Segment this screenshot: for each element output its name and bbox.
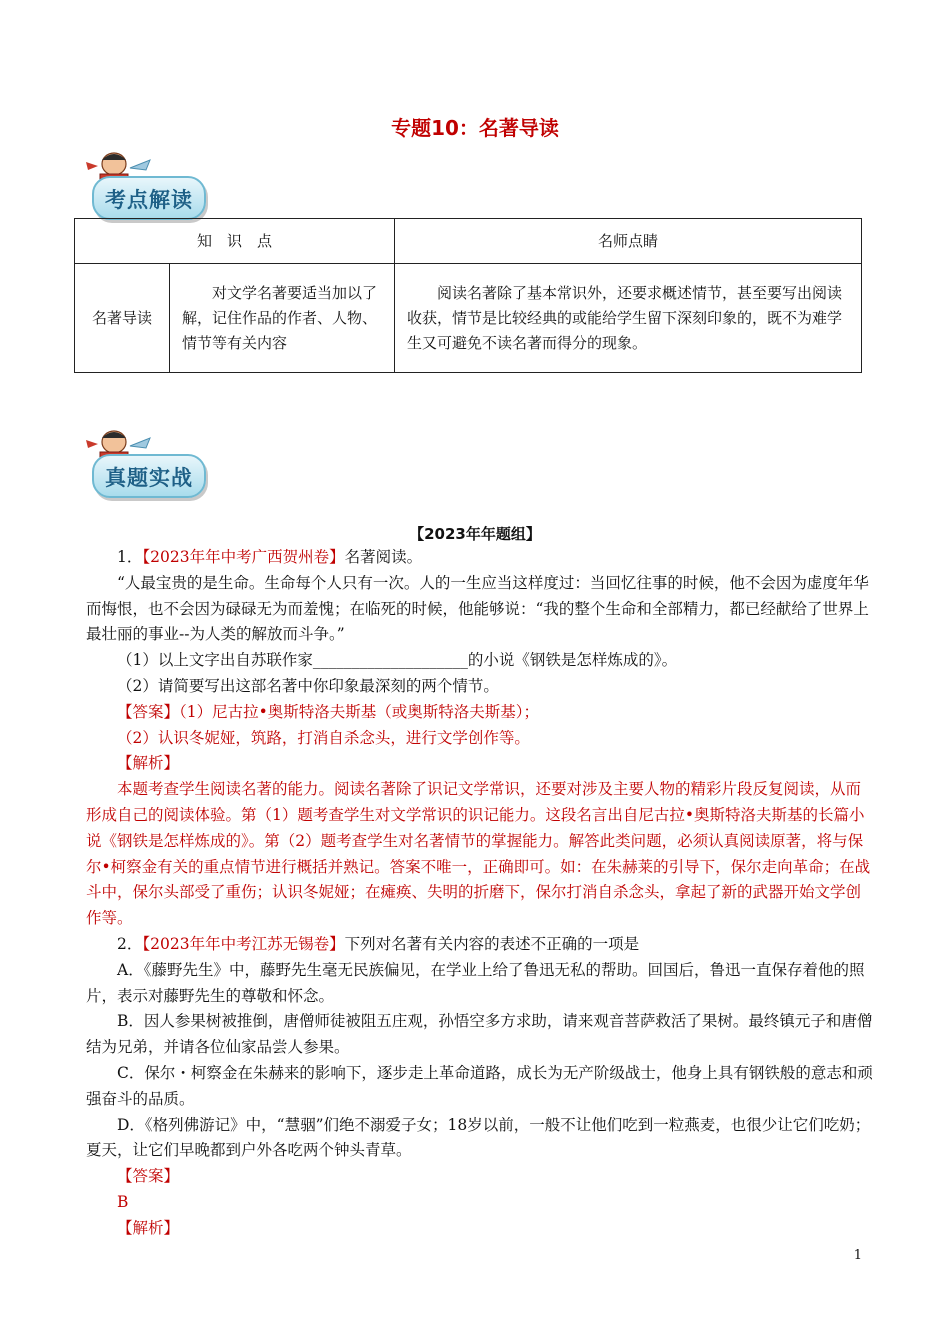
q1-analysis-label: 【解析】 [117,754,180,773]
kaodian-badge [84,148,206,228]
q2-answer: B [117,1192,129,1211]
cell-knowledge: 对文学名著要适当加以了解，记住作品的作者、人物、情节等有关内容 [170,264,395,373]
q1-quote: “人最宝贵的是生命。生命每个人只有一次。人的一生应当这样度过：当回忆往事的时候，他不会因为虚度年华而悔恨，也不会因为碌碌无为而羞愧；在临死的时候，他能够说：“我的整个生命和全部精力，都已经献给了世界上最壮丽的事业--为人类的解放而斗争。” [86,573,869,644]
q1-analysis: 本题考查学生阅读名著的能力。阅读名著除了识记文学常识，还要对涉及主要人物的精彩片段反复阅读，从而形成自己的阅读体验。第（1）题考查学生对文学常识的识记能力。这段名言出自尼古拉•奥斯特洛夫斯基的长篇小说《钢铁是怎样炼成的》。第（2）题考查学生对名著情节的掌握能力。解答此类问题，必须认真阅读原著，将与保尔•柯察金有关的重点情节进行概括并熟记。答案不唯一，正确即可。如：在朱赫莱的引导下，保尔走向革命；在战斗中，保尔头部受了重伤；认识冬妮娅；在瘫痪、失明的折磨下，保尔打消自杀念头，拿起了新的武器开始文学创作等。 [86,780,871,928]
kaodian-badge-label: 考点解读 [105,187,193,212]
q2-number: 2． [117,934,143,953]
q1-stem [86,545,876,571]
q1-source: 【2023年年中考广西贺州卷】 [142,548,345,566]
q1-answer-label: 【答案】 [117,702,180,721]
group-heading: 【2023年年题组】 [409,525,541,543]
header-knowledge: 知 识 点 [75,219,395,264]
q2-analysis-label: 【解析】 [117,1218,180,1237]
header-tip: 名师点睛 [395,219,862,264]
zhenti-badge-label: 真题实战 [105,465,193,490]
q1-answer2: （2）认识冬妮娅，筑路，打消自杀念头，进行文学创作等。 [117,728,530,747]
zhenti-badge-pill [92,454,206,498]
q1-stem-text: 名著阅读。 [344,548,423,566]
knowledge-table-row [75,264,862,373]
q1-sub1: （1）以上文字出自苏联作家____________________的小说《钢铁是怎样炼成的》。 [117,651,678,670]
page-number: 1 [853,1248,862,1263]
knowledge-table [74,218,862,373]
q2-option-b: B．因人参果树被推倒，唐僧师徒被阻五庄观，孙悟空多方求助，请来观音菩萨救活了果树。最终镇元子和唐僧结为兄弟，并请各位仙家品尝人参果。 [86,1012,873,1057]
knowledge-table-header [75,219,862,264]
q2-stem [86,932,876,958]
q2-option-a: A．《藤野先生》中，藤野先生毫无民族偏见，在学业上给了鲁迅无私的帮助。回国后，鲁迅一直保存着他的照片，表示对藤野先生的尊敬和怀念。 [86,960,865,1005]
page-title: 专题10：名著导读 [391,116,559,140]
q1-answer1: （1）尼古拉•奥斯特洛夫斯基（或奥斯特洛夫斯基）； [179,702,540,721]
q2-option-c: C．保尔・柯察金在朱赫来的影响下，逐步走上革命道路，成长为无产阶级战士，他身上具有钢铁般的意志和顽强奋斗的品质。 [86,1063,873,1108]
zhenti-badge [84,426,206,506]
q1-number: 1． [117,548,143,566]
q1-answer-line1 [86,700,876,726]
q2-option-d: D．《格列佛游记》中，“慧骃”们绝不溺爱子女；18岁以前，一般不让他们吃到一粒燕麦，也很少让它们吃奶；夏天，让它们早晚都到户外各吃两个钟头青草。 [86,1115,871,1160]
cell-topic: 名著导读 [75,264,170,373]
questions [86,545,876,1242]
q1-sub2: （2）请简要写出这部名著中你印象最深刻的两个情节。 [117,676,499,695]
q2-source: 【2023年年中考江苏无锡卷】 [142,934,345,953]
cell-tip: 阅读名著除了基本常识外，还要求概述情节，甚至要写出阅读收获，情节是比较经典的或能给学生留下深刻印象的，既不为难学生又可避免不读名著而得分的现象。 [395,264,862,373]
q2-answer-label: 【答案】 [117,1167,180,1186]
q2-stem-text: 下列对名著有关内容的表述不正确的一项是 [344,934,640,953]
kaodian-badge-pill [92,176,206,220]
